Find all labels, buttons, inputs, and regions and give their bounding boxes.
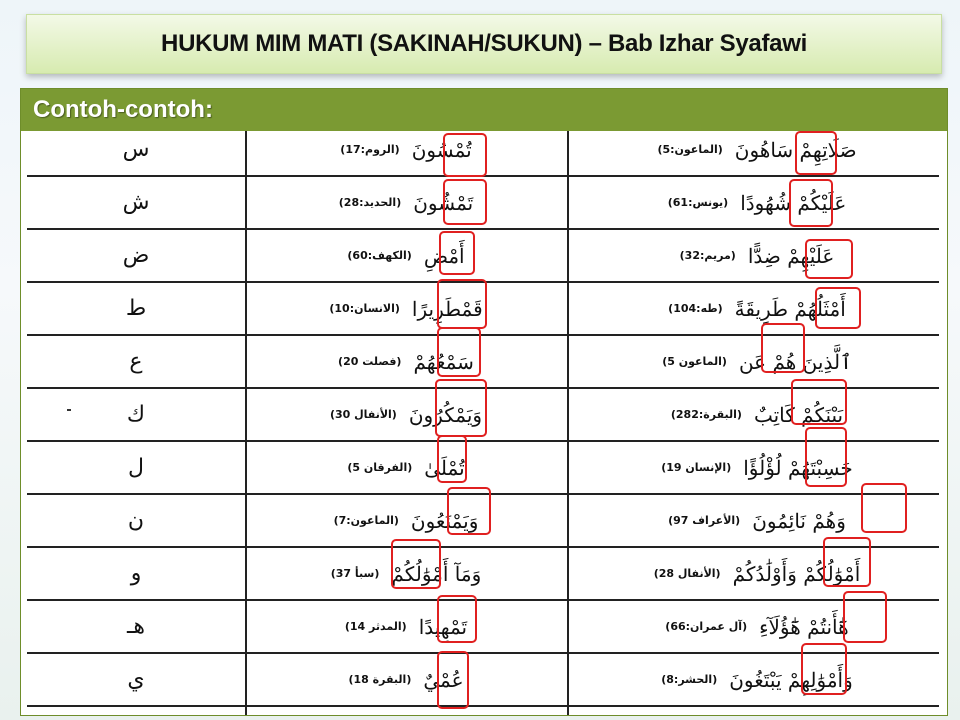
arabic-example: صَلَاتِهِمْ سَاهُونَ (734, 137, 857, 162)
example-cell (247, 388, 565, 441)
arabic-example: حَسِبْتَهُمْ لُؤْلُؤًا (743, 455, 853, 480)
mim-highlight-box (439, 231, 475, 275)
example-cell (247, 176, 565, 229)
example-cell (247, 282, 565, 335)
letter-cell: ل (128, 455, 144, 480)
mim-highlight-box (861, 483, 907, 533)
mim-highlight-box (447, 487, 491, 535)
verse-reference: (الماعون:7) (333, 514, 399, 527)
arabic-example: هَٰٓأَنتُمْ هَٰٓؤُلَآءِ (759, 614, 849, 639)
example-cell (247, 600, 565, 653)
mim-highlight-box (437, 651, 469, 709)
verse-reference: (الروم:17) (340, 143, 400, 156)
page-title: HUKUM MIM MATI (SAKINAH/SUKUN) – Bab Izhar Syafawi (161, 30, 807, 57)
verse-reference: (سبأ 37) (330, 567, 380, 580)
arabic-example: عُمْيٌ (423, 667, 464, 692)
arabic-example: تَمْهِيدًا (418, 614, 468, 639)
arabic-example: تُمْسُونَ (411, 137, 472, 162)
verse-reference: (المدثر 14) (344, 620, 407, 633)
example-cell (247, 335, 565, 388)
arabic-example: وَأَمْوَٰلِهِمْ يَبْتَغُونَ (729, 667, 853, 692)
verse-reference: (يونس:61) (667, 196, 729, 209)
verse-reference: (البقرة 18) (348, 673, 412, 686)
example-cell (569, 282, 945, 335)
mim-highlight-box (443, 133, 487, 177)
mim-highlight-box (791, 379, 847, 425)
table-row (21, 547, 947, 600)
mim-highlight-box (805, 427, 847, 487)
example-cell (569, 653, 945, 706)
example-cell (247, 123, 565, 176)
mim-highlight-box (761, 323, 805, 373)
mim-highlight-box (795, 131, 837, 175)
verse-reference: (الماعون:5) (657, 143, 723, 156)
example-cell (569, 176, 945, 229)
letter-cell: هـ (126, 614, 146, 639)
mim-highlight-box (801, 643, 847, 695)
mim-highlight-box (789, 179, 833, 227)
verse-reference: (مريم:32) (679, 249, 736, 262)
arabic-example: أَمْثَلُهُمْ طَرِيقَةً (734, 296, 846, 321)
mim-highlight-box (437, 595, 477, 643)
verse-reference: (الانسان:10) (329, 302, 400, 315)
example-cell (569, 123, 945, 176)
verse-reference: (الأعراف 97) (668, 514, 741, 527)
arabic-example: سَمْعُهُمْ (413, 349, 474, 374)
arabic-example: قَمْطَرِيرًا (411, 296, 483, 321)
letter-cell: ش (122, 190, 150, 215)
arabic-example: وَمَآ أَمْوَٰلُكُمْ (391, 561, 482, 586)
arabic-example: أَمْضِ (423, 243, 465, 268)
verse-reference: (طه:104) (668, 302, 723, 315)
mim-highlight-box (437, 435, 467, 483)
arabic-example: وَهُمْ نَائِمُونَ (752, 508, 846, 533)
verse-reference: (الأنفال 30) (329, 408, 397, 421)
arabic-example: بَيْنَكُمْ كَاتِبٌ (753, 402, 844, 427)
arabic-example: وَيَمْنَعُونَ (410, 508, 479, 533)
letter-cell: ط (125, 296, 147, 321)
example-cell (569, 547, 945, 600)
letter-cell: ن (127, 508, 145, 533)
letter-cell: ي (127, 667, 145, 692)
arabic-example: أَمْوَٰلُكُمْ وَأَوْلَٰدُكُمْ (732, 561, 861, 586)
example-cell (247, 229, 565, 282)
example-cell (247, 653, 565, 706)
example-cell (569, 600, 945, 653)
verse-reference: (آل عمران:66) (665, 620, 748, 633)
verse-reference: (الحديد:28) (338, 196, 402, 209)
verse-reference: (الفرقان 5) (347, 461, 413, 474)
verse-reference: (فصلت 20) (338, 355, 402, 368)
letter-cell: و (130, 561, 142, 586)
mim-highlight-box (435, 379, 487, 437)
mim-highlight-box (443, 179, 487, 225)
arabic-example: تُمْلَىٰ (424, 455, 465, 480)
verse-reference: (الماعون 5) (662, 355, 727, 368)
example-cell (569, 229, 945, 282)
verse-reference: (الأنفال 28) (653, 567, 721, 580)
mim-highlight-box (437, 327, 481, 377)
letter-cell: ك (126, 402, 146, 427)
verse-reference: (الكهف:60) (347, 249, 412, 262)
verse-reference: (البقرة:282) (670, 408, 742, 421)
title-banner (26, 14, 942, 74)
arabic-example: عَلَيْكُمْ شُهُودًا (740, 190, 847, 215)
letter-cell: ع (129, 349, 143, 374)
arabic-example: ٱلَّذِينَ هُمْ عَن (738, 349, 852, 374)
section-heading: Contoh-contoh: (33, 96, 213, 123)
mim-highlight-box (843, 591, 887, 643)
example-cell (569, 388, 945, 441)
mim-highlight-box (805, 239, 853, 279)
examples-table (21, 131, 947, 715)
mim-highlight-box (823, 537, 871, 587)
arabic-example: وَيَمْكُرُونَ (408, 402, 483, 427)
arabic-example: عَلَيْهِمْ ضِدًّا (747, 243, 835, 268)
verse-reference: (الحشر:8) (661, 673, 718, 686)
letter-cell: س (122, 137, 150, 162)
example-cell (247, 441, 565, 494)
examples-panel (20, 88, 948, 716)
letter-cell: ض (122, 243, 150, 268)
example-cell (569, 335, 945, 388)
verse-reference: (الإنسان 19) (661, 461, 732, 474)
arabic-example: تَمْشُونَ (413, 190, 474, 215)
mim-highlight-box (815, 287, 861, 329)
mim-highlight-box (391, 539, 441, 589)
mim-highlight-box (437, 279, 487, 329)
